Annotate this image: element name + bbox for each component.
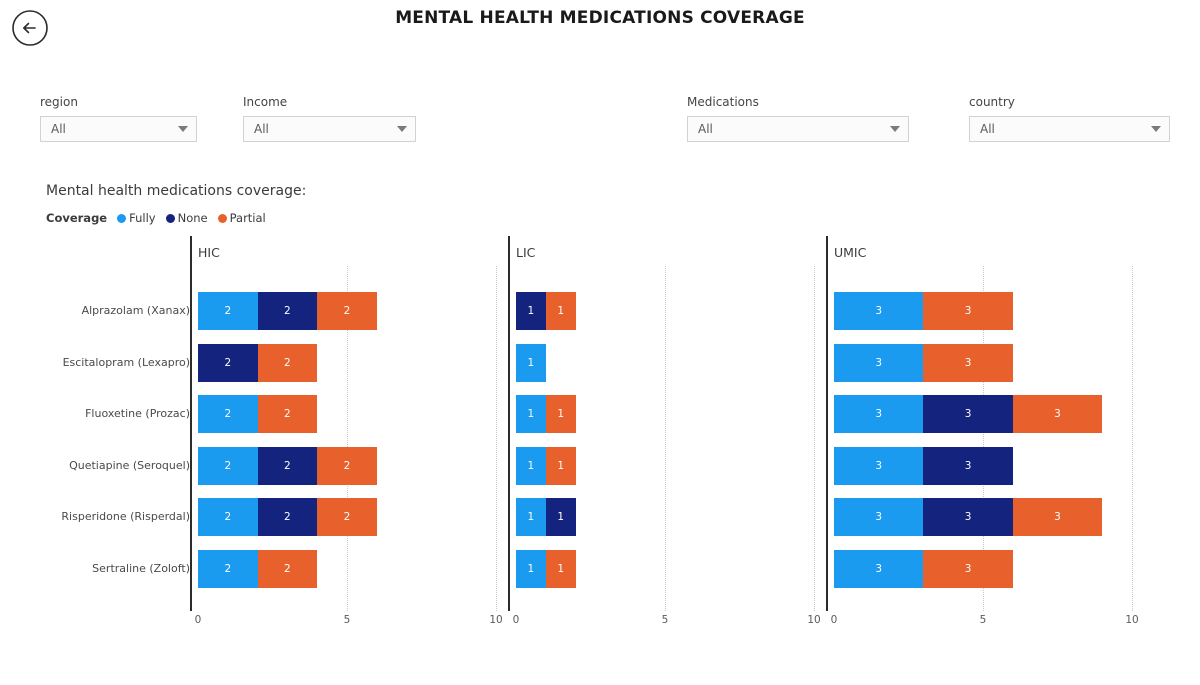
bar-segment[interactable]: 2 <box>198 344 258 382</box>
bar-segment[interactable]: 3 <box>923 395 1012 433</box>
category-label: Escitalopram (Lexapro) <box>62 355 190 369</box>
legend-swatch-partial <box>218 214 227 223</box>
bar-segment[interactable]: 2 <box>258 292 318 330</box>
bar-segment[interactable]: 1 <box>516 344 546 382</box>
axis-tick-label: 10 <box>489 614 503 626</box>
legend-item-partial[interactable] <box>218 211 266 225</box>
bar-row[interactable] <box>190 395 502 433</box>
bar-segment[interactable]: 1 <box>516 292 546 330</box>
slicer-region-label: region <box>40 95 78 109</box>
slicer-region[interactable] <box>40 95 197 142</box>
bar-row[interactable] <box>826 498 1138 536</box>
bar-segment[interactable]: 3 <box>923 498 1012 536</box>
bar-segment[interactable]: 2 <box>198 395 258 433</box>
bar-segment[interactable]: 2 <box>258 498 318 536</box>
chart-panel-lic <box>508 236 820 646</box>
bar-segment[interactable]: 1 <box>546 395 576 433</box>
bar-segment[interactable]: 3 <box>923 447 1012 485</box>
legend-swatch-fully <box>117 214 126 223</box>
bar-segment[interactable]: 3 <box>834 292 923 330</box>
chevron-down-icon <box>397 126 407 132</box>
legend-item-none[interactable] <box>166 211 208 225</box>
bar-segment[interactable]: 3 <box>834 344 923 382</box>
axis-tick-label: 5 <box>661 614 669 626</box>
category-label: Fluoxetine (Prozac) <box>85 407 190 420</box>
bar-segment[interactable]: 3 <box>1013 395 1102 433</box>
bar-row[interactable] <box>826 550 1138 588</box>
chevron-down-icon <box>890 126 900 132</box>
bar-segment[interactable]: 3 <box>923 292 1012 330</box>
legend-label-partial: Partial <box>229 211 266 225</box>
axis-tick-label: 0 <box>512 614 520 626</box>
legend <box>46 211 276 225</box>
legend-label-fully: Fully <box>129 211 156 225</box>
visual-title: Mental health medications coverage: <box>46 183 307 199</box>
slicer-medications-value: All <box>698 122 713 136</box>
axis-tick-label: 0 <box>830 614 838 626</box>
slicer-country-value: All <box>980 122 995 136</box>
axis-tick-label: 10 <box>1125 614 1139 626</box>
bar-row[interactable] <box>826 344 1138 382</box>
bar-segment[interactable]: 2 <box>258 344 318 382</box>
chart-plot-area <box>0 236 1200 646</box>
slicer-medications[interactable] <box>687 95 909 142</box>
bar-segment[interactable]: 3 <box>834 550 923 588</box>
bar-segment[interactable]: 2 <box>258 395 318 433</box>
page-title: MENTAL HEALTH MEDICATIONS COVERAGE <box>395 8 805 28</box>
slicer-region-value: All <box>51 122 66 136</box>
bar-segment[interactable]: 3 <box>923 344 1012 382</box>
bar-segment[interactable]: 2 <box>198 498 258 536</box>
bar-segment[interactable]: 2 <box>198 447 258 485</box>
panel-title: LIC <box>516 245 536 260</box>
bar-segment[interactable]: 3 <box>834 395 923 433</box>
bar-segment[interactable]: 1 <box>546 292 576 330</box>
bar-row[interactable] <box>190 550 502 588</box>
chevron-down-icon <box>178 126 188 132</box>
bar-row[interactable] <box>190 344 502 382</box>
slicer-country[interactable] <box>969 95 1170 142</box>
slicer-income-value: All <box>254 122 269 136</box>
bar-segment[interactable]: 1 <box>516 498 546 536</box>
bar-row[interactable] <box>190 292 502 330</box>
axis-tick-label: 5 <box>343 614 351 626</box>
bar-segment[interactable]: 3 <box>923 550 1012 588</box>
bar-row[interactable] <box>826 447 1138 485</box>
bar-row[interactable] <box>190 447 502 485</box>
chart-panel-hic <box>190 236 502 646</box>
bar-segment[interactable]: 1 <box>546 447 576 485</box>
bar-segment[interactable]: 2 <box>317 447 377 485</box>
bar-segment[interactable]: 1 <box>546 550 576 588</box>
bar-row[interactable] <box>826 395 1138 433</box>
category-label: Sertraline (Zoloft) <box>92 561 190 575</box>
legend-swatch-none <box>166 214 175 223</box>
category-label: Quetiapine (Seroquel) <box>69 458 190 472</box>
bar-row[interactable] <box>508 344 820 382</box>
slicer-income-label: Income <box>243 95 288 109</box>
bar-row[interactable] <box>508 550 820 588</box>
legend-title: Coverage <box>46 211 108 225</box>
axis-tick-label: 5 <box>979 614 987 626</box>
bar-segment[interactable]: 3 <box>834 498 923 536</box>
chevron-down-icon <box>1151 126 1161 132</box>
bar-row[interactable] <box>508 395 820 433</box>
slicer-country-dropdown[interactable] <box>969 116 1170 142</box>
bar-segment[interactable]: 3 <box>1013 498 1102 536</box>
bar-row[interactable] <box>508 292 820 330</box>
axis-tick-label: 10 <box>807 614 821 626</box>
bar-segment[interactable]: 2 <box>317 292 377 330</box>
bar-row[interactable] <box>508 447 820 485</box>
slicer-income-dropdown[interactable] <box>243 116 416 142</box>
bar-segment[interactable]: 2 <box>258 550 318 588</box>
bar-segment[interactable]: 1 <box>546 498 576 536</box>
legend-item-fully[interactable] <box>117 211 155 225</box>
bar-segment[interactable]: 1 <box>516 447 546 485</box>
bar-segment[interactable]: 1 <box>516 395 546 433</box>
slicer-medications-dropdown[interactable] <box>687 116 909 142</box>
bar-segment[interactable]: 3 <box>834 447 923 485</box>
slicer-income[interactable] <box>243 95 416 142</box>
bar-segment[interactable]: 2 <box>198 550 258 588</box>
bar-segment[interactable]: 2 <box>317 498 377 536</box>
bar-segment[interactable]: 2 <box>198 292 258 330</box>
panel-title: UMIC <box>834 245 867 260</box>
bar-segment[interactable]: 1 <box>516 550 546 588</box>
slicer-region-dropdown[interactable] <box>40 116 197 142</box>
panel-title: HIC <box>198 245 220 260</box>
slicer-medications-label: Medications <box>687 95 759 109</box>
category-label: Alprazolam (Xanax) <box>81 304 190 317</box>
slicer-country-label: country <box>969 95 1015 109</box>
bar-segment[interactable]: 2 <box>258 447 318 485</box>
bar-row[interactable] <box>190 498 502 536</box>
axis-tick-label: 0 <box>194 614 202 626</box>
legend-label-none: None <box>177 211 208 225</box>
bar-row[interactable] <box>826 292 1138 330</box>
chart-panel-umic <box>826 236 1138 646</box>
bar-row[interactable] <box>508 498 820 536</box>
category-label: Risperidone (Risperdal) <box>61 510 190 523</box>
